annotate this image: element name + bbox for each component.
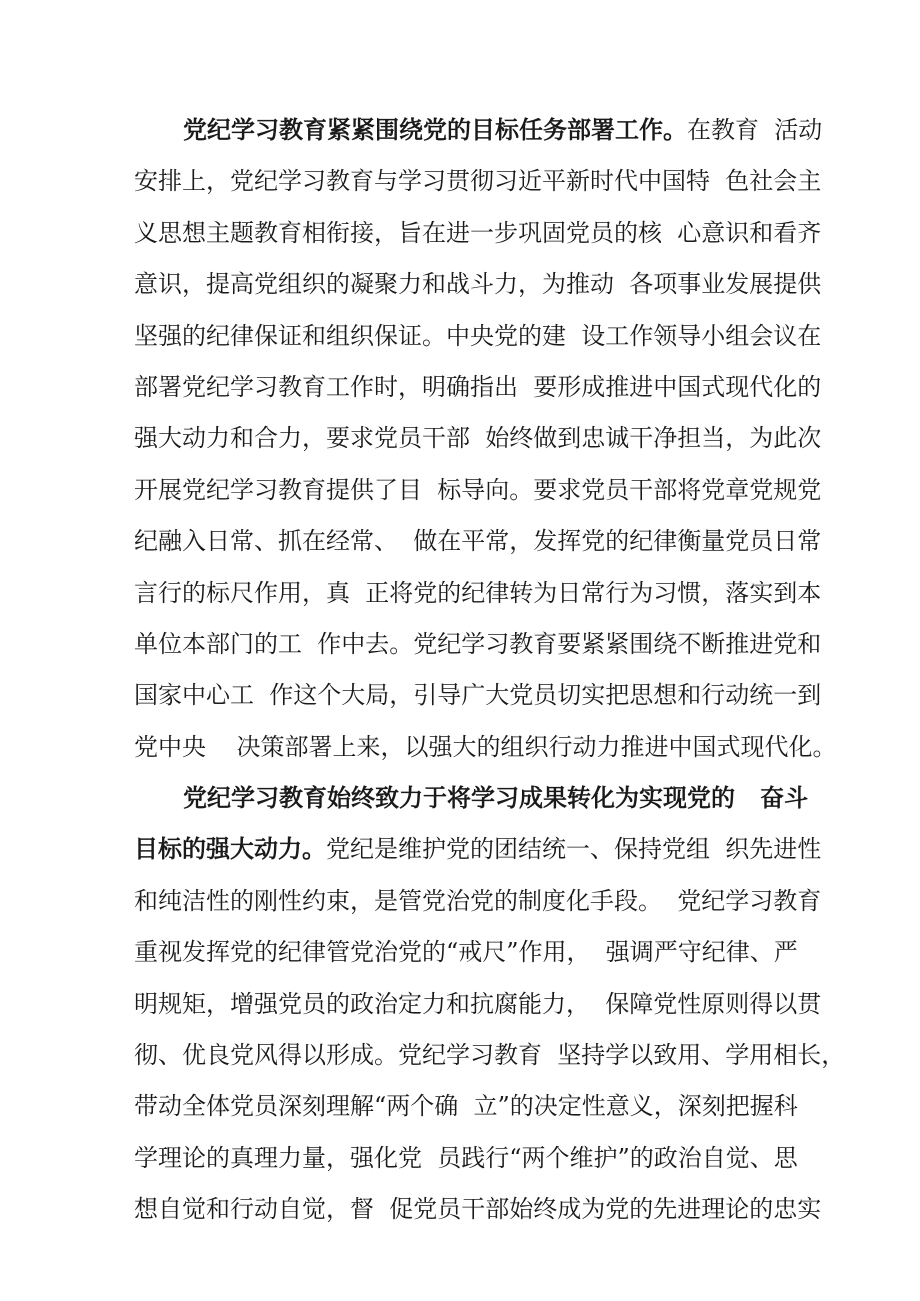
paragraph-2-line: 带动全体党员深刻理解“两个确 立”的决定性意义，深刻把握科: [134, 1092, 798, 1121]
paragraph-1-line-1: [134, 105, 823, 156]
paragraph-1-line: 义思想主题教育相衔接，旨在进一步巩固党员的核 心意识和看齐: [134, 218, 822, 247]
paragraph-2-heading-line-1: 党纪学习教育始终致力于将学习成果转化为实现党的 奋斗: [183, 784, 809, 813]
paragraph-2-line-2: [134, 824, 822, 875]
paragraph-1-line: 开展党纪学习教育提供了目 标导向。要求党员干部将党章党规党: [134, 475, 822, 504]
paragraph-1-line: 党中央 决策部署上来，以强大的组织行动力推进中国式现代化。: [134, 732, 837, 761]
paragraph-1-line: 纪融入日常、抓在经常、 做在平常，发挥党的纪律衡量党员日常: [134, 527, 822, 556]
paragraph-1-line: 坚强的纪律保证和组织保证。中央党的建 设工作领导小组会议在: [134, 321, 822, 350]
paragraph-2-line: 重视发挥党的纪律管党治党的“戒尺”作用， 强调严守纪律、严: [134, 938, 798, 967]
paragraph-2-line: 彻、优良党风得以形成。党纪学习教育 坚持学以致用、学用相长，: [134, 1041, 846, 1070]
paragraph-1-heading: 党纪学习教育紧紧围绕党的目标任务部署工作。: [183, 116, 687, 144]
paragraph-1-line: 部署党纪学习教育工作时，明确指出 要形成推进中国式现代化的: [134, 372, 822, 401]
body-text: [134, 105, 846, 1236]
paragraph-1-line: 言行的标尺作用，真 正将党的纪律转为日常行为习惯，落实到本: [134, 578, 822, 607]
paragraph-2-line: 和纯洁性的刚性约束，是管党治党的制度化手段。 党纪学习教育: [134, 886, 822, 915]
paragraph-2-heading: 目标的强大动力。: [134, 835, 326, 864]
paragraph-1-text: 在教育 活动: [687, 116, 823, 144]
paragraph-2-text: 党纪是维护党的团结统一、保持党组 织先进性: [326, 835, 822, 864]
paragraph-1-line: 单位本部门的工 作中去。党纪学习教育要紧紧围绕不断推进党和: [134, 629, 822, 658]
paragraph-2-line: 想自觉和行动自觉，督 促党员干部始终成为党的先进理论的忠实: [134, 1195, 822, 1224]
paragraph-1-line: 强大动力和合力，要求党员干部 始终做到忠诚干净担当，为此次: [134, 424, 822, 453]
paragraph-1-line: 意识，提高党组织的凝聚力和战斗力，为推动 各项事业发展提供: [134, 270, 822, 299]
paragraph-1-line: 国家中心工 作这个大局，引导广大党员切实把思想和行动统一到: [134, 681, 822, 710]
paragraph-2-line: 学理论的真理力量，强化党 员践行“两个维护”的政治自觉、思: [134, 1143, 798, 1172]
paragraph-2-line: 明规矩，增强党员的政治定力和抗腐能力， 保障党性原则得以贯: [134, 989, 822, 1018]
paragraph-1-line: 安排上，党纪学习教育与学习贯彻习近平新时代中国特 色社会主: [134, 167, 822, 196]
